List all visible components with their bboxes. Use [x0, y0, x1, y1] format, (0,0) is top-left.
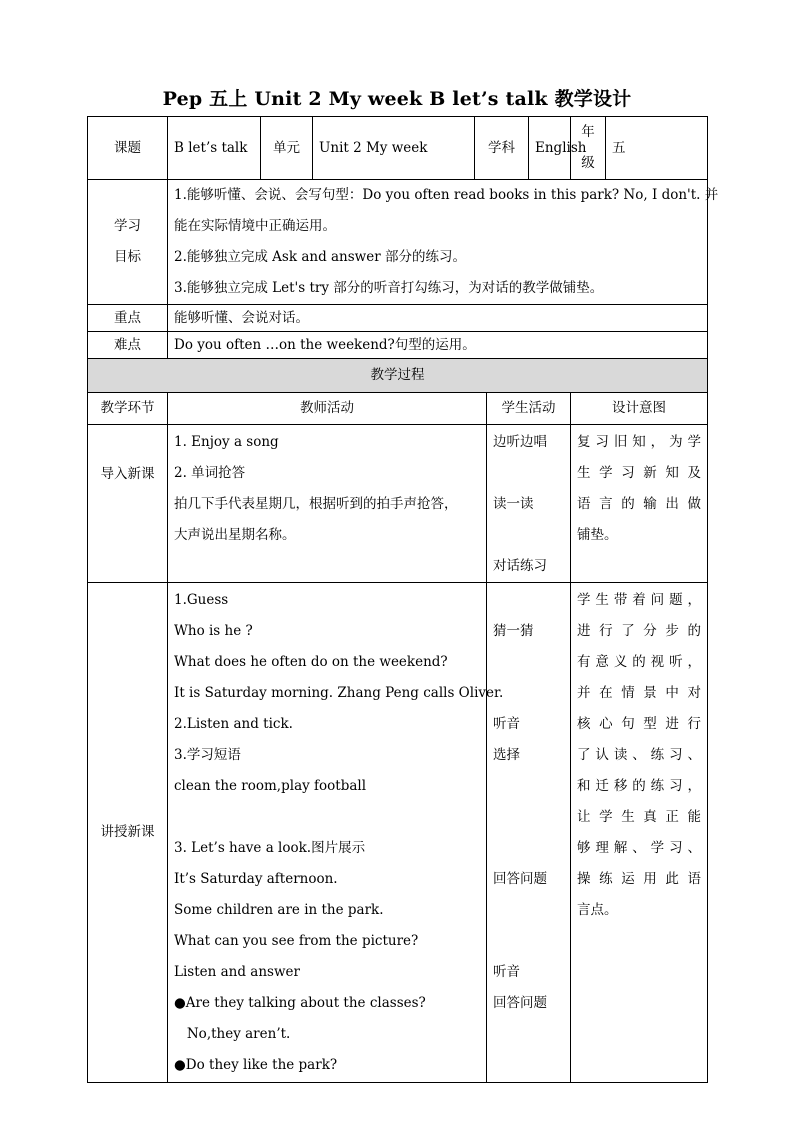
topic-label: 课题 — [88, 117, 168, 180]
key-point-row — [88, 305, 708, 332]
section-teaching-intent: 学生带着问题， 进行了分步的 有意义的视听， 并在情景中对 核心句型进行 了认读、练习、 和迁移的练习， 让学生真正能 够理解、学习、 操练运用此语 言点。 — [571, 583, 708, 1083]
column-header-stage: 教学环节 — [88, 393, 168, 425]
unit-label: 单元 — [261, 117, 313, 180]
objectives-text: 1.能够听懂、会说、会写句型：Do you often read books in this park? No, I don't. 并 能在实际情境中正确运用。 2.能够独立完成 Ask and answer 部分的练习。 3.能够独立完成 Let's try 部分的听音打勾练习，为对话的教学做铺垫。 — [168, 180, 708, 305]
key-point-label: 重点 — [88, 305, 168, 332]
process-header: 教学过程 — [88, 359, 708, 393]
unit-value: Unit 2 My week — [313, 117, 475, 180]
column-header-student: 学生活动 — [487, 393, 571, 425]
subject-value: English — [529, 117, 571, 180]
subject-label: 学科 — [475, 117, 529, 180]
section-intro-stage: 导入新课 — [88, 425, 168, 583]
section-intro-student: 边听边唱 读一读 对话练习 — [487, 425, 571, 583]
section-intro-row — [88, 425, 708, 583]
column-header-row — [88, 393, 708, 425]
section-intro-teacher: 1. Enjoy a song 2. 单词抢答 拍几下手代表星期几，根据听到的拍手声抢答， 大声说出星期名称。 — [168, 425, 487, 583]
column-header-intent: 设计意图 — [571, 393, 708, 425]
column-header-teacher: 教师活动 — [168, 393, 487, 425]
section-teaching-stage: 讲授新课 — [88, 583, 168, 1083]
page-title: Pep 五上 Unit 2 My week B let’s talk 教学设计 — [162, 88, 632, 110]
objectives-label: 学习 目标 — [88, 180, 168, 305]
section-teaching-teacher: 1.Guess Who is he ? What does he often do on the weekend? It is Saturday morning. Zhang Peng calls Oliver. 2.Listen and tick. 3.学习短语 clean the room,play football 3. Let’s have a look.图片展示 It’s Saturday afternoon. Some children are in the park. What can you see from the picture? Listen and answer ●Are they talking about the classes? No,they aren’t. ●Do they like the park? — [168, 583, 487, 1083]
topic-value: B let’s talk — [168, 117, 261, 180]
grade-value: 五 — [606, 117, 708, 180]
info-row — [88, 117, 708, 180]
process-header-row — [88, 359, 708, 393]
section-intro-intent: 复习旧知，为学 生学习新知及 语言的输出做 铺垫。 — [571, 425, 708, 583]
section-teaching-student: 猜一猜 听音 选择 回答问题 听音 回答问题 — [487, 583, 571, 1083]
difficulty-row — [88, 332, 708, 359]
section-teaching-row — [88, 583, 708, 1083]
key-point-text: 能够听懂、会说对话。 — [168, 305, 708, 332]
grade-label: 年级 — [571, 117, 606, 180]
lesson-plan-table — [87, 116, 719, 1083]
objectives-row — [88, 180, 708, 305]
difficulty-label: 难点 — [88, 332, 168, 359]
difficulty-text: Do you often …on the weekend?句型的运用。 — [168, 332, 708, 359]
